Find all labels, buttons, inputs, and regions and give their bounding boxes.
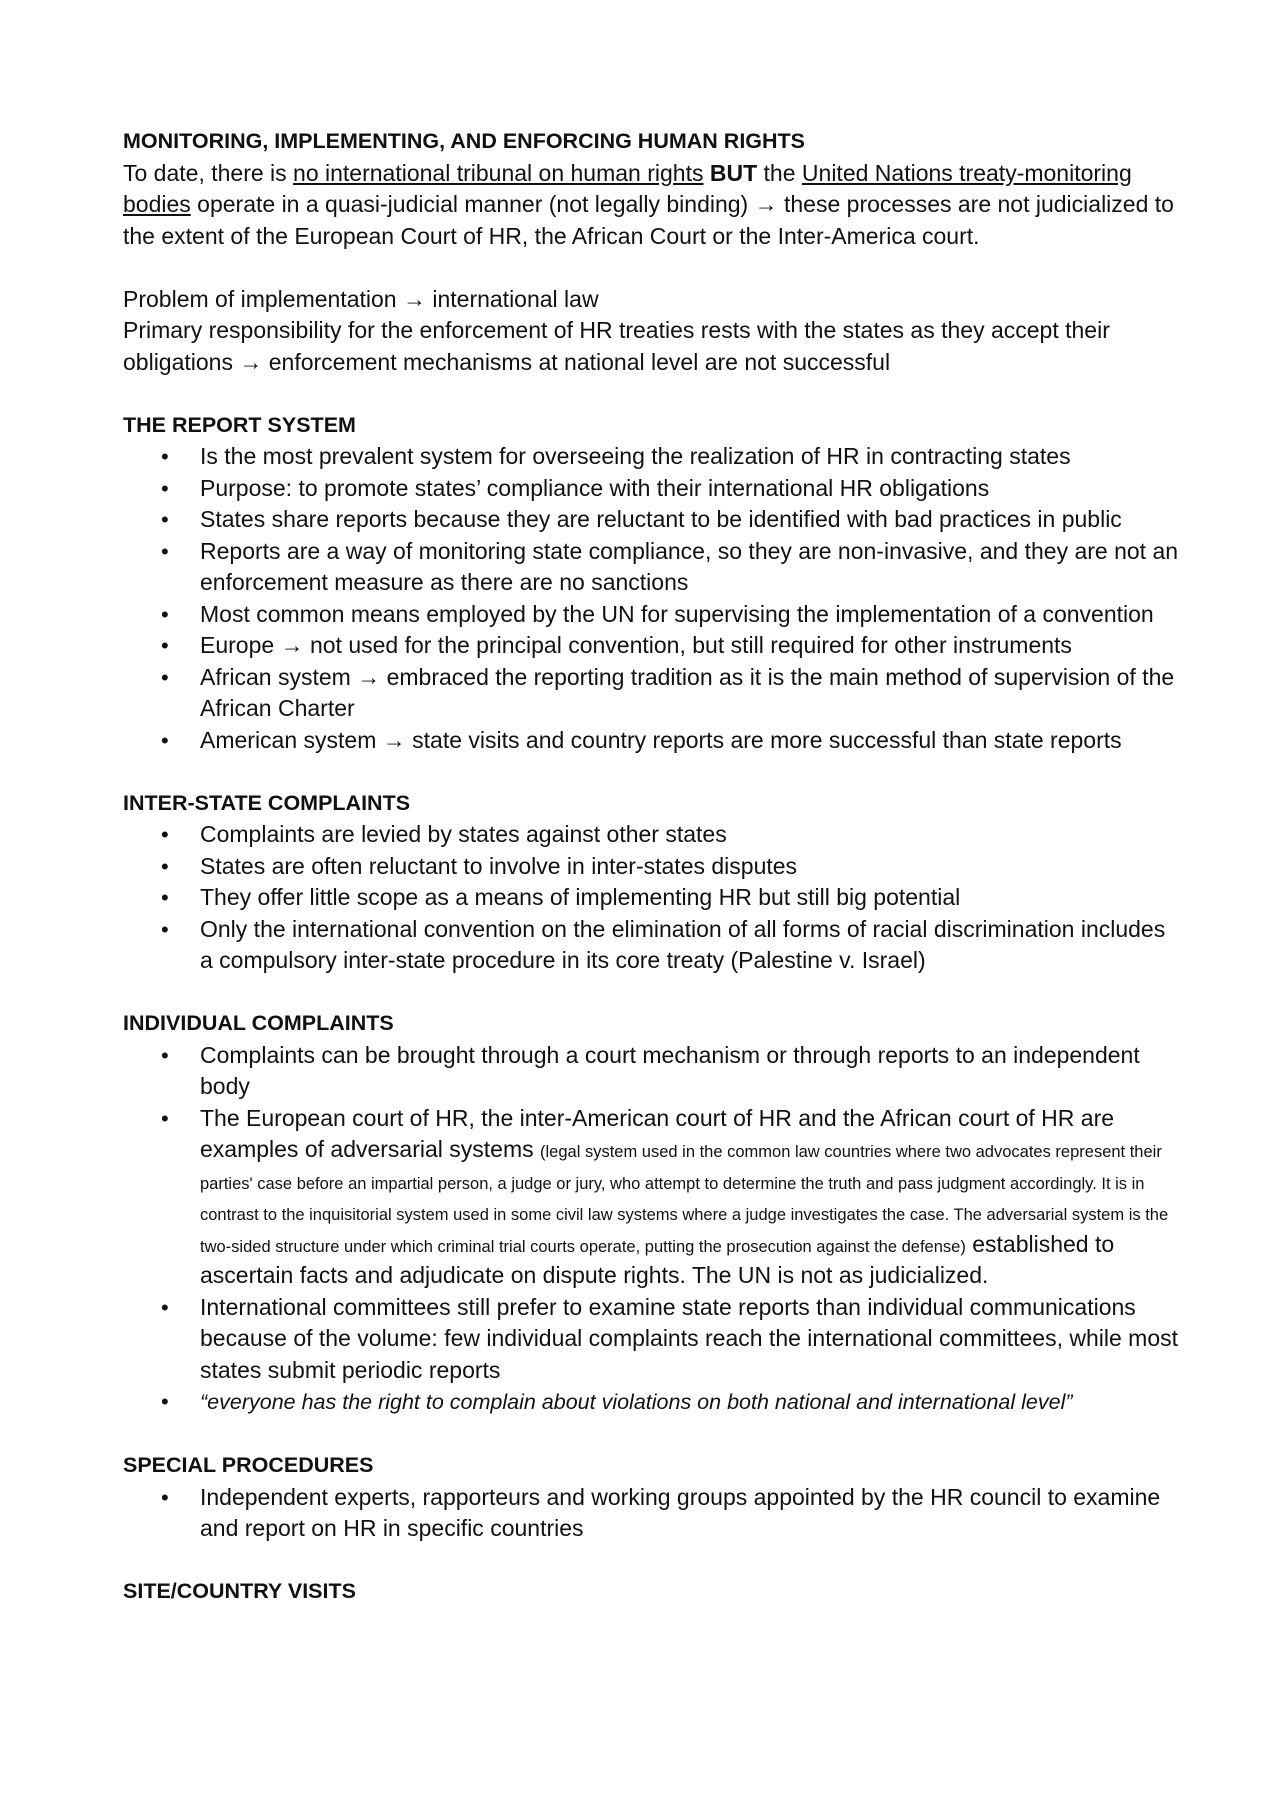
list-item	[123, 536, 1183, 599]
bullet-icon: •	[161, 507, 169, 532]
bullet-icon: •	[161, 1042, 169, 1068]
bullet-icon: •	[161, 664, 169, 690]
bullet-icon: •	[161, 853, 169, 879]
bullet-icon: •	[161, 475, 169, 501]
bullet-icon: •	[161, 727, 169, 753]
arrow-icon: →	[357, 663, 381, 690]
list-item	[123, 1040, 1183, 1103]
text-run: operate in a quasi-judicial manner (not legally binding)	[190, 191, 755, 217]
arrow-icon: →	[754, 191, 778, 217]
report-system-heading: THE REPORT SYSTEM	[123, 412, 356, 437]
text-run: these processes are not judicialized to the extent of the European Court of HR, the African Court or the Inter-America court.	[123, 191, 1174, 249]
underlined-phrase: United Nations treaty-monitoring bodies	[123, 159, 1132, 217]
list-item	[123, 725, 1183, 757]
quote-text: “everyone has the right to complain about violations on both national and international level”	[200, 1390, 1073, 1414]
bullet-icon: •	[161, 1484, 169, 1510]
text-run: enforcement mechanisms at national level are not successful	[262, 348, 891, 375]
special-procedures-list	[123, 1482, 1183, 1545]
arrow-icon: →	[280, 632, 304, 658]
list-item	[123, 441, 1183, 473]
list-item	[123, 1103, 1183, 1292]
document-page	[123, 126, 1183, 1608]
list-item	[123, 662, 1183, 725]
bullet-icon: •	[161, 601, 169, 627]
bullet-icon: •	[161, 538, 169, 564]
list-item-text: Complaints can be brought through a court mechanism or through reports to an independent body	[200, 1041, 1140, 1099]
intro-paragraph	[123, 158, 1183, 253]
list-item-text: International committees still prefer to examine state reports than individual communications because of the volume: few individual complaints reach the international committees, while most states submit periodic reports	[200, 1293, 1178, 1383]
individual-heading: INDIVIDUAL COMPLAINTS	[123, 1011, 394, 1035]
list-item-text: Independent experts, rapporteurs and working groups appointed by the HR council to examine and report on HR in specific countries	[200, 1483, 1161, 1541]
implementation-line	[123, 284, 1183, 316]
list-item-text: Is the most prevalent system for overseeing the realization of HR in contracting states	[200, 443, 1071, 469]
bullet-icon: •	[161, 444, 169, 469]
list-item-text: Reports are a way of monitoring state compliance, so they are non-invasive, and they are not an enforcement measure as there are no sanctions	[200, 537, 1179, 595]
bullet-icon: •	[161, 1294, 169, 1320]
list-item-text: Europe	[200, 632, 281, 658]
list-item-text: Complaints are levied by states against other states	[200, 821, 727, 847]
bullet-icon: •	[161, 1389, 169, 1414]
responsibility-paragraph	[123, 315, 1183, 378]
list-item-text: American system	[200, 726, 383, 753]
list-item	[123, 630, 1183, 662]
list-item	[123, 473, 1183, 505]
bullet-icon: •	[161, 633, 169, 658]
list-item	[123, 1386, 1183, 1419]
list-item-text: state visits and country reports are more successful than state reports	[405, 726, 1122, 753]
bullet-icon: •	[161, 822, 169, 847]
list-item-text: not used for the principal convention, but still required for other instruments	[303, 632, 1072, 658]
list-item-text: States are often reluctant to involve in inter-states disputes	[200, 852, 798, 879]
list-item-text: established to ascertain facts and adjudicate on dispute rights. The UN is not as judicialized.	[200, 1230, 1115, 1288]
list-item-text: The European court of HR, the inter-American court of HR and the African court of HR are examples of adversarial systems	[200, 1104, 1115, 1162]
list-item-text: Purpose: to promote states’ compliance with their international HR obligations	[200, 474, 990, 501]
underlined-phrase: no international tribunal on human rights	[293, 159, 704, 186]
list-item-text: embraced the reporting tradition as it is the main method of supervision of the African Charter	[200, 663, 1175, 721]
text-run: the	[757, 159, 802, 186]
document-title: MONITORING, IMPLEMENTING, AND ENFORCING HUMAN RIGHTS	[123, 129, 806, 153]
text-run: To date, there is	[123, 159, 294, 186]
list-item-text: States share reports because they are reluctant to be identified with bad practices in public	[200, 506, 1122, 532]
list-item	[123, 819, 1183, 851]
inter-state-list	[123, 819, 1183, 977]
list-item	[123, 851, 1183, 883]
individual-list	[123, 1040, 1183, 1419]
list-item	[123, 599, 1183, 631]
list-item-text: Only the international convention on the elimination of all forms of racial discrimination includes a compulsory inter-state procedure in its core treaty (Palestine v. Israel)	[200, 915, 1166, 973]
list-item-text: They offer little scope as a means of implementing HR but still big potential	[200, 884, 961, 910]
bullet-icon: •	[161, 916, 169, 942]
special-procedures-heading: SPECIAL PROCEDURES	[123, 1453, 374, 1477]
site-visits-heading: SITE/COUNTRY VISITS	[123, 1579, 356, 1603]
text-run: Primary responsibility for the enforcement of HR treaties rests with the states as they accept their obligations	[123, 317, 1110, 375]
inter-state-heading: INTER-STATE COMPLAINTS	[123, 790, 411, 815]
list-item	[123, 882, 1183, 914]
arrow-icon: →	[402, 285, 426, 312]
list-item-text: African system	[200, 663, 358, 690]
text-run: Problem of implementation	[123, 285, 403, 312]
arrow-icon: →	[382, 726, 406, 753]
list-item	[123, 914, 1183, 977]
list-item	[123, 504, 1183, 536]
definition-note: (legal system used in the common law countries where two advocates represent their parties' case before an impartial person, a judge or jury, who attempt to determine the truth and pass judgment accordingly. It is in contrast to the inquisitorial system used in some civil law systems where a judge investigates the case. The adversarial system is the two-sided structure under which criminal trial courts operate, putting the prosecution against the defense)	[200, 1143, 1169, 1256]
bullet-icon: •	[161, 885, 169, 910]
list-item-text: Most common means employed by the UN for supervising the implementation of a convention	[200, 600, 1154, 627]
arrow-icon: →	[239, 348, 263, 375]
bold-word: BUT	[709, 159, 758, 186]
list-item	[123, 1482, 1183, 1545]
report-system-list	[123, 441, 1183, 756]
text-run: international law	[425, 285, 599, 312]
list-item	[123, 1292, 1183, 1387]
bullet-icon: •	[161, 1105, 169, 1131]
